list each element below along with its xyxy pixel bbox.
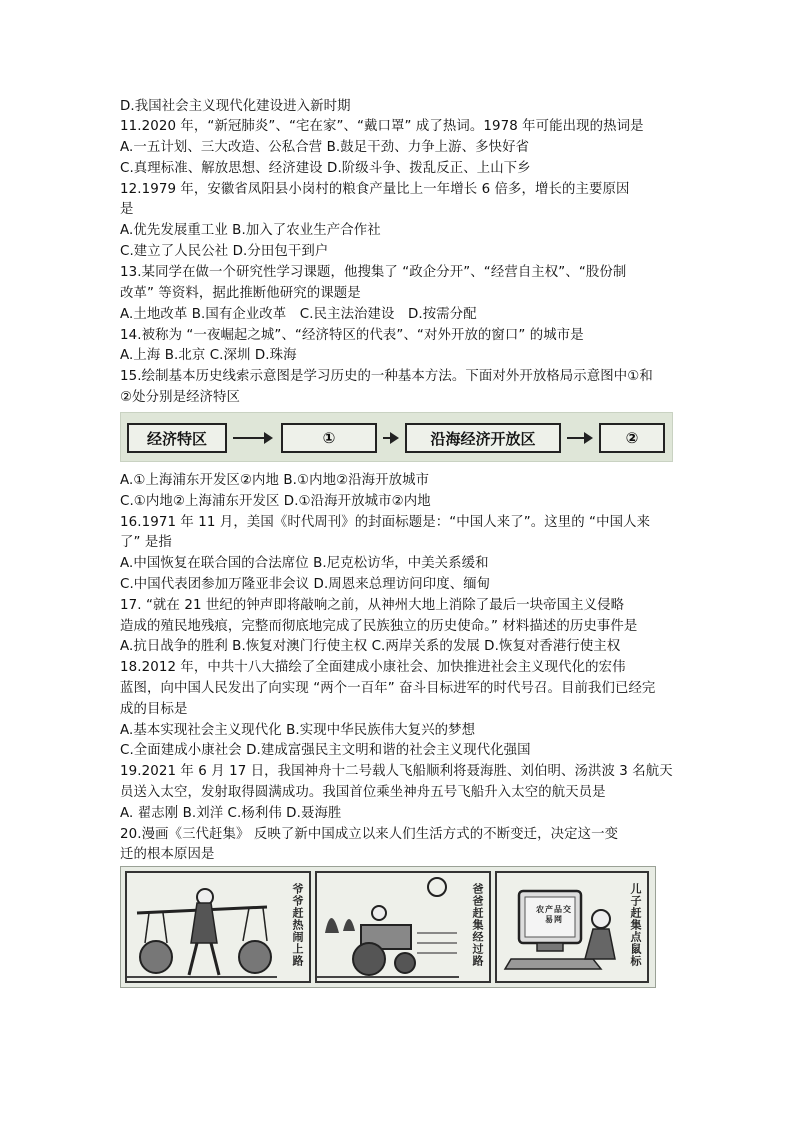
q18-stem: 18.2012 年，中共十八大描绘了全面建成小康社会、加快推进社会主义现代化的宏伟 [120,660,626,675]
flow-box-coastal-zone: 沿海经济开放区 [405,423,561,453]
son-illustration [497,873,621,981]
q13-stem-cont: 改革” 等资料，据此推断他研究的课题是 [120,286,361,301]
q20-stem: 20.漫画《三代赶集》 反映了新中国成立以来人们生活方式的不断变迁，决定这一变 [120,827,619,842]
q18-options-ab: A.基本实现社会主义现代化 B.实现中华民族伟大复兴的梦想 [120,723,476,738]
q10-option-d: D.我国社会主义现代化建设进入新时期 [120,99,351,114]
flow-arrow-1 [233,437,271,439]
cartoon-panel-grandfather [125,871,311,983]
caption-father: 爸爸赶集经过路 [471,883,484,967]
q18-stem-cont: 蓝图，向中国人民发出了向实现 “两个一百年” 奋斗目标进军的时代号召。目前我们已经完 [120,681,656,696]
screen-text-farm-market: 农产品交易网 [536,905,572,924]
cartoon-panel-father [315,871,491,983]
q13-stem: 13.某同学在做一个研究性学习课题，他搜集了 “政企分开”、“经营自主权”、“股份制 [120,265,627,280]
q18-options-cd: C.全面建成小康社会 D.建成富强民主文明和谐的社会主义现代化强国 [120,743,531,758]
q16-stem: 16.1971 年 11 月，美国《时代周刊》的封面标题是：“中国人来了”。这里的 “中国人来 [120,515,651,530]
q11-stem: 11.2020 年，“新冠肺炎”、“宅在家”、“戴口罩” 成了热词。1978 年可能出现的热词是 [120,119,644,134]
q14-options: A.上海 B.北京 C.深圳 D.珠海 [120,348,297,363]
q12-options-ab: A.优先发展重工业 B.加入了农业生产合作社 [120,223,381,238]
q19-stem-cont: 员送入太空，发射取得圆满成功。我国首位乘坐神舟五号飞船升入太空的航天员是 [120,785,606,800]
cartoon-panel-son [495,871,649,983]
q16-stem-cont: 了” 是指 [120,535,172,550]
q12-options-cd: C.建立了人民公社 D.分田包干到户 [120,244,329,259]
caption-grandfather: 爷爷赶热闹上路 [291,883,304,967]
grandfather-illustration [127,873,277,981]
q18-stem-end: 成的目标是 [120,702,188,717]
q17-stem-cont: 造成的殖民地残痕，完整而彻底地完成了民族独立的历史使命。” 材料描述的历史事件是 [120,619,638,634]
q16-options-ab: A.中国恢复在联合国的合法席位 B.尼克松访华，中美关系缓和 [120,556,489,571]
q19-stem: 19.2021 年 6 月 17 日，我国神舟十二号载人飞船顺利将聂海胜、刘伯明、汤洪波 3 名航天 [120,764,673,779]
flow-box-special-economic-zone: 经济特区 [127,423,227,453]
q20-stem-cont: 迁的根本原因是 [120,847,215,862]
flow-box-blank-2: ② [599,423,665,453]
flow-arrow-3 [567,437,591,439]
q17-stem: 17. “就在 21 世纪的钟声即将敲响之前，从神州大地上消除了最后一块帝国主义侵略 [120,598,625,613]
flow-arrow-2 [383,437,397,439]
q15-options-ab: A.①上海浦东开发区②内地 B.①内地②沿海开放城市 [120,473,430,488]
q11-options-cd: C.真理标准、解放思想、经济建设 D.阶级斗争、拨乱反正、上山下乡 [120,161,531,176]
q13-options: A.土地改革 B.国有企业改革 C.民主法治建设 D.按需分配 [120,307,477,322]
opening-up-flow-diagram [120,412,673,462]
q11-options-ab: A.一五计划、三大改造、公私合营 B.鼓足干劲、力争上游、多快好省 [120,140,530,155]
three-generations-cartoon [120,866,656,988]
caption-son: 儿子赶集点鼠标 [629,883,642,967]
father-illustration [317,873,459,981]
q16-options-cd: C.中国代表团参加万隆亚非会议 D.周恩来总理访问印度、缅甸 [120,577,491,592]
q12-stem: 12.1979 年，安徽省凤阳县小岗村的粮食产量比上一年增长 6 倍多，增长的主要原因 [120,182,630,197]
q17-options: A.抗日战争的胜利 B.恢复对澳门行使主权 C.两岸关系的发展 D.恢复对香港行使主权 [120,639,621,654]
q15-stem: 15.绘制基本历史线索示意图是学习历史的一种基本方法。下面对外开放格局示意图中①和 [120,369,653,384]
q19-options: A. 翟志刚 B.刘洋 C.杨利伟 D.聂海胜 [120,806,342,821]
q15-stem-cont: ②处分别是经济特区 [120,390,241,405]
q15-options-cd: C.①内地②上海浦东开发区 D.①沿海开放城市②内地 [120,494,431,509]
q12-stem-cont: 是 [120,202,134,217]
flow-box-blank-1: ① [281,423,377,453]
q14-stem: 14.被称为 “一夜崛起之城”、“经济特区的代表”、“对外开放的窗口” 的城市是 [120,328,584,343]
